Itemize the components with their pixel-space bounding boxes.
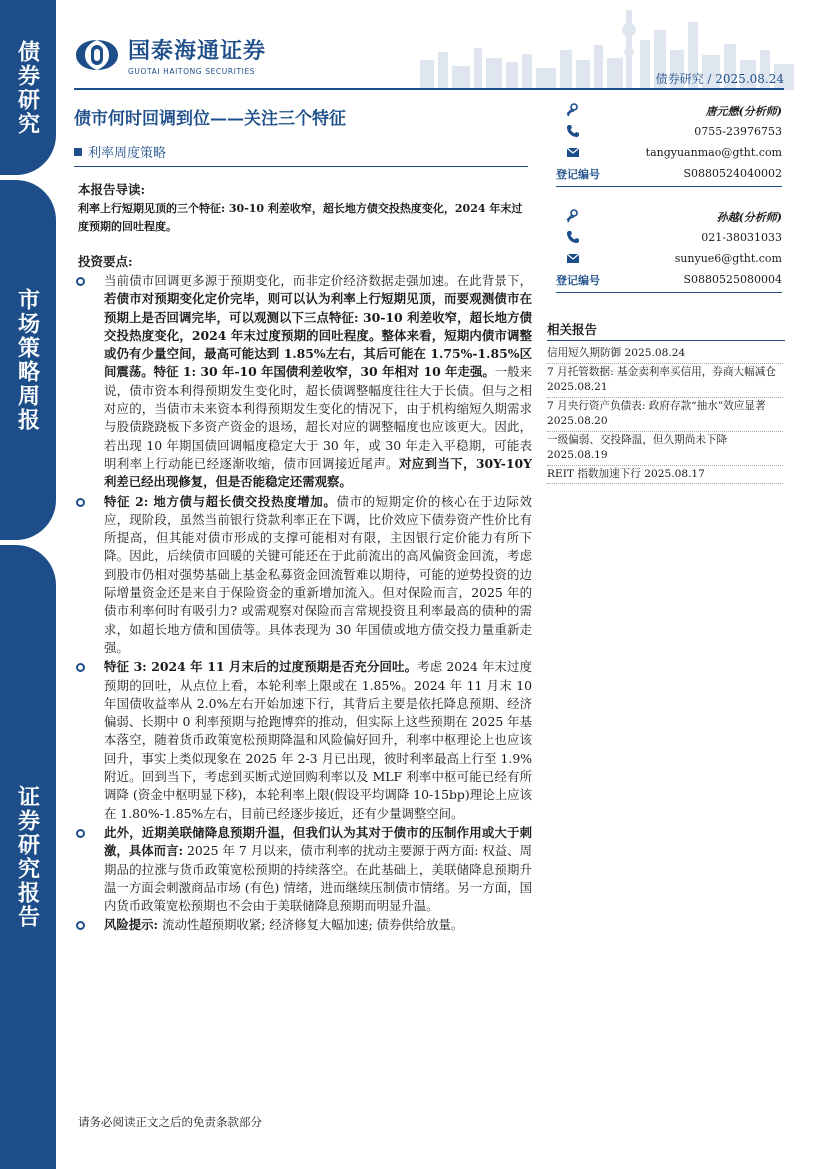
company-logo: [74, 34, 266, 76]
related-report-link[interactable]: 7 月托管数据: 基金卖利率买信用，券商大幅减仓 2025.08.21: [547, 364, 783, 398]
key-point-text: 流动性超预期收紧; 经济修复大幅加速; 债券供给放量。: [158, 917, 464, 933]
related-report-link[interactable]: 一级偏弱、交投降温，但久期尚未下降 2025.08.19: [547, 432, 783, 466]
circle-bullet-icon: [76, 829, 85, 838]
analyst-reg-no: S0880525080004: [683, 273, 782, 286]
sidebar-section-bond-research: [0, 0, 56, 175]
disclaimer-note: 请务必阅读正文之后的免责条款部分: [78, 1115, 262, 1129]
analyst-divider: [556, 186, 782, 187]
analyst-email[interactable]: sunyue6@gtht.com: [674, 252, 782, 265]
circle-bullet-icon: [76, 277, 85, 286]
mail-icon: [566, 145, 580, 159]
analyst-phone-row: [556, 121, 782, 142]
guide-heading: 本报告导读:: [78, 182, 146, 197]
sidebar-label: 市场策略周报: [14, 288, 41, 432]
analyst-phone-row: [556, 227, 782, 248]
key-point-text: 当前债市回调更多源于预期变化，而非定价经济数据走强加速。在此背景下，: [104, 273, 532, 288]
analyst-phone: 0755-23976753: [694, 125, 782, 138]
key-point: [74, 824, 532, 915]
analyst-reg-row: [556, 163, 782, 184]
key-points-list: [74, 272, 532, 936]
logo-text-cn: 国泰海通证券: [128, 39, 267, 64]
logo-icon: [74, 38, 120, 72]
key-point-text: 一般来说，债市资本利得预期发生变化时，超长债调整幅度往往大于长债。但与之相对应的，当债市未来资本利得预期发生变化的情况下，由于机构缩短久期需求与股债跷跷板下多资产资金的退场，超长对应的调整幅度也应该更大。因此，若出现 10 年期国债回调幅度稳定大于 30 年，或 30 年走入平稳期，可能表明利率上行动能已经逐渐收缩，债市回调接近尾声。: [104, 364, 532, 471]
key-point-text: 债市的短期定价的核心在于边际效应，现阶段，虽然当前银行贷款利率正在下调，比价效应下债券资产性价比有所提高，但其能对债市形成的支撑可能相对有限，主因银行定价能力有所下降。因此，后续债市回暖的关键可能还在于此前流出的高风偏资金回流，考虑到股市仍相对强势基础上基金私募资金回流暂难以期待，可能的逆势投资的边际增量资金还是来自于保险资金的重新增加流入。但对保险而言，2025 年的债市利率何时有吸引力? 或需观察对保险而言常规投资且利率最高的债种的需求，如超长地方债和国债等。具体表现为 30 年国债或地方债交投力量重新走强。: [104, 493, 532, 655]
report-title: 债市何时回调到位——关注三个特征: [74, 109, 346, 129]
circle-bullet-icon: [76, 663, 85, 672]
key-point: [74, 916, 532, 934]
logo-text-en: GUOTAI HAITONG SECURITIES: [128, 67, 256, 76]
analyst-email[interactable]: tangyuanmao@gtht.com: [645, 146, 782, 159]
analyst-name-row: [556, 206, 782, 227]
analyst-reg-row: [556, 269, 782, 290]
key-point-emphasis: 特征 2: 地方债与超长债交投热度增加。: [104, 493, 337, 509]
key-point: [74, 658, 532, 823]
key-point-emphasis: 此外，近期美联储降息预期升温，但我们认为其对于债市的压制作用或大于刺激，具体而言:: [104, 824, 532, 859]
key-point-emphasis: 若债市对预期变化定价完毕，则可以认为利率上行短期见顶，而要观测债市在预期上是否回调完毕，可以观测以下三点特征: 30-10 利差收窄，超长地方债交投热度变化，2024 年末过度预期的回吐程度。整体来看，短期内债市调整或仍有少量空间，最高可能达到 1.85%左右，其后可能在 1.75%-1.85%区间震荡。特征 1: 30 年-10 年国债利差收窄，30 年相对 10 年走强。: [104, 291, 532, 380]
key-point-emphasis: 特征 3: 2024 年 11 月末后的过度预期是否充分回吐。: [104, 659, 418, 675]
sidebar-label: 债券研究: [14, 39, 41, 136]
analyst-name-row: [556, 100, 782, 121]
analyst-email-row: [556, 142, 782, 163]
analyst-icon: [566, 103, 580, 117]
key-point-emphasis: 风险提示:: [104, 917, 159, 933]
related-divider: [547, 340, 785, 341]
key-point: [74, 272, 532, 492]
related-report-link[interactable]: 信用短久期防御 2025.08.24: [547, 345, 783, 364]
related-reports-list: [547, 345, 783, 484]
report-category-date: 债券研究 / 2025.08.24: [655, 72, 784, 86]
guide-text: 利率上行短期见顶的三个特征: 30-10 利差收窄，超长地方债交投热度变化，2024 年末过度预期的回吐程度。: [78, 202, 523, 233]
related-reports-heading: 相关报告: [547, 322, 598, 337]
header-divider: [74, 88, 784, 90]
key-point-emphasis: 对应到当下，30Y-10Y 利差已经出现修复，但是否能稳定还需观察。: [104, 455, 533, 490]
key-point: [74, 493, 532, 658]
analyst-card: [556, 100, 782, 187]
sidebar-section-weekly-strategy: [0, 180, 56, 540]
analyst-reg-no: S0880524040002: [683, 167, 782, 180]
circle-bullet-icon: [76, 921, 85, 930]
analyst-card: [556, 206, 782, 293]
square-bullet-icon: [74, 148, 82, 156]
analyst-icon: [566, 209, 580, 223]
subtitle-divider: [74, 166, 528, 167]
sidebar: [0, 0, 56, 1169]
subtitle-text: 利率周度策略: [88, 146, 167, 161]
reg-label: 登记编号: [556, 273, 600, 287]
analyst-name: 孙越(分析师): [716, 210, 782, 224]
mail-icon: [566, 251, 580, 265]
reg-label: 登记编号: [556, 167, 600, 181]
key-point-text: 考虑 2024 年末过度预期的回吐，从点位上看，本轮利率上限或在 1.85%。2024 年 11 月末 10 年国债收益率从 2.0%左右开始加速下行，其背后主要是依托降息预期、经济偏弱、长期中 0 利率预期与抢跑博弈的推动，但实际上这些预期在 2025 年基本落空，随着货币政策宽松预期降温和风险偏好回升，利率中枢理论上也应该回升，事实上类似现象在 2025 年 2-3 月已出现，彼时利率最高上行至 1.9%附近。回到当下，考虑到买断式逆回购利率以及 MLF 利率中枢可能已经有所调降 (资金中枢明显下移)，本轮利率上限(假设平均调降 10-15bp)理论上应该在 1.80%-1.85%左右，目前已经逐步接近，还有少量调整空间。: [104, 659, 532, 821]
phone-icon: [566, 124, 580, 138]
related-report-link[interactable]: 7 月央行资产负债表: 政府存款“抽水”效应显著 2025.08.20: [547, 398, 783, 432]
sidebar-section-securities-report: [0, 545, 56, 1169]
analyst-name: 唐元懋(分析师): [705, 104, 782, 118]
analyst-divider: [556, 292, 782, 293]
analyst-email-row: [556, 248, 782, 269]
sidebar-label: 证券研究报告: [14, 785, 41, 929]
phone-icon: [566, 230, 580, 244]
related-report-link[interactable]: REIT 指数加速下行 2025.08.17: [547, 466, 783, 485]
key-points-heading: 投资要点:: [78, 254, 133, 269]
circle-bullet-icon: [76, 498, 85, 507]
analyst-phone: 021-38031033: [701, 231, 782, 244]
key-point-text: 2025 年 7 月以来，债市利率的扰动主要源于两方面: 权益、周期品的拉涨与货币政策宽松预期的持续落空。在此基础上，美联储降息预期升温一方面会刺激商品市场 (有色) 情绪，进而继续压制债市情绪。另一方面，国内货币政策宽松预期也不会由于美联储降息预期而明显升温。: [104, 843, 532, 914]
report-subtitle: [74, 142, 166, 161]
